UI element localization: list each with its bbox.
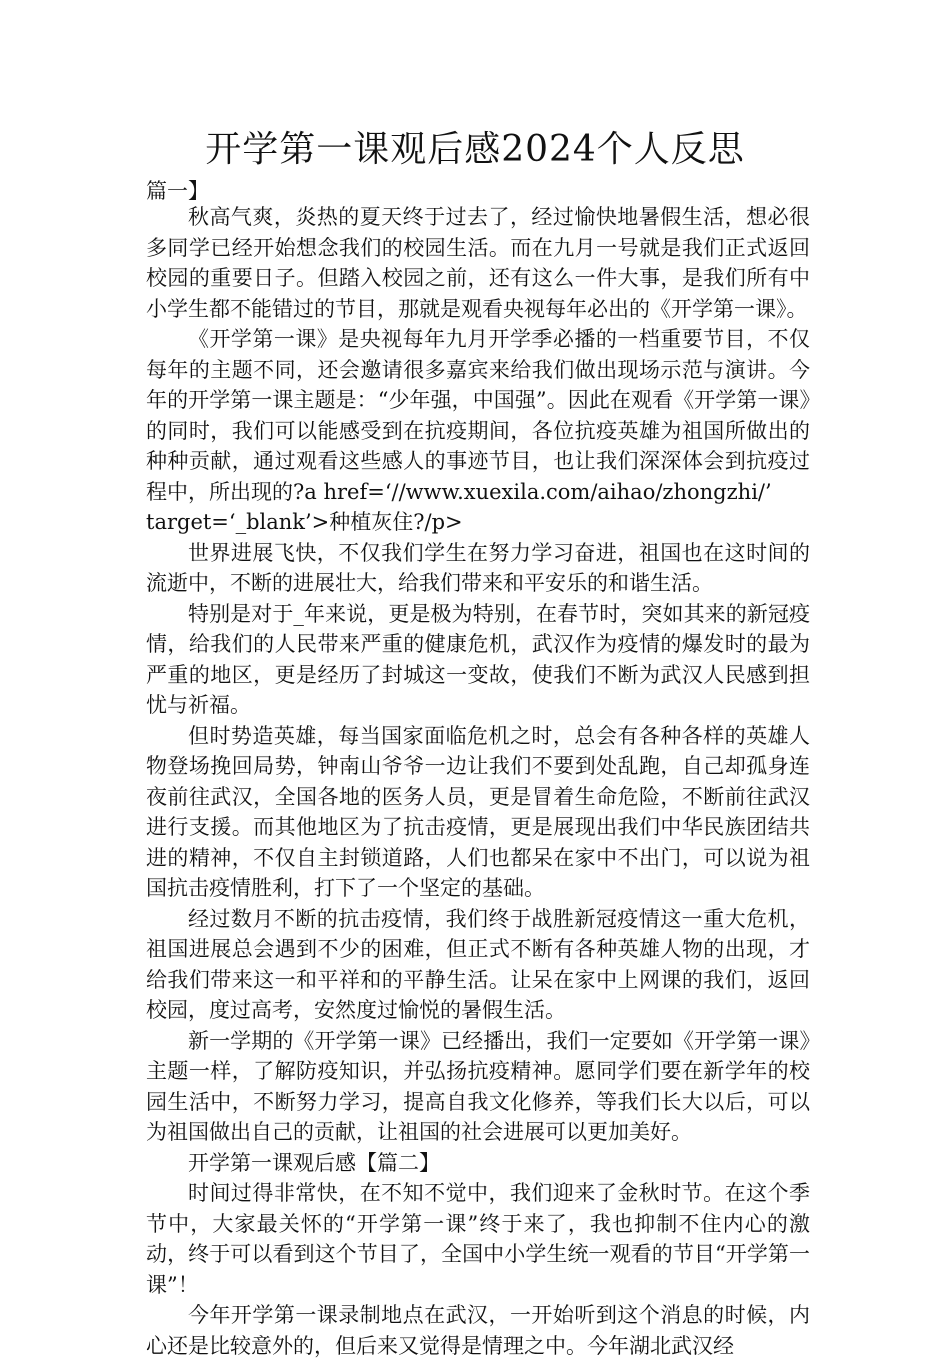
paragraph: 时间过得非常快，在不知不觉中，我们迎来了金秋时节。在这个季节中，大家最关怀的“开学第一课”终于来了，我也抑制不住内心的激动，终于可以看到这个节目了，全国中小学生统一观看的节目“开学第一课”！ bbox=[146, 1181, 810, 1297]
paragraph: 新一学期的《开学第一课》已经播出，我们一定要如《开学第一课》主题一样，了解防疫知识，并弘扬抗疫精神。愿同学们要在新学年的校园生活中，不断努力学习，提高自我文化修养，等我们长大以后，可以为祖国做出自己的贡献，让祖国的社会进展可以更加美好。 bbox=[146, 1028, 810, 1144]
paragraph: 特别是对于_年来说，更是极为特别，在春节时，突如其来的新冠疫情，给我们的人民带来严重的健康危机，武汉作为疫情的爆发时的最为严重的地区，更是经历了封城这一变故，使我们不断为武汉人民感到担忧与祈福。 bbox=[146, 601, 810, 717]
section-heading: 开学第一课观后感【篇二】 bbox=[188, 1150, 440, 1175]
section-label: 篇一】 bbox=[146, 179, 209, 203]
paragraph: 世界进展飞快，不仅我们学生在努力学习奋进，祖国也在这时间的流逝中，不断的进展壮大，给我们带来和平安乐的和谐生活。 bbox=[146, 540, 810, 595]
paragraph: 秋高气爽，炎热的夏天终于过去了，经过愉快地暑假生活，想必很多同学已经开始想念我们的校园生活。而在九月一号就是我们正式返回校园的重要日子。但踏入校园之前，还有这么一件大事，是我们所有中小学生都不能错过的节目，那就是观看央视每年必出的《开学第一课》。 bbox=[146, 205, 810, 321]
paragraph: 《开学第一课》是央视每年九月开学季必播的一档重要节目，不仅每年的主题不同，还会邀请很多嘉宾来给我们做出现场示范与演讲。今年的开学第一课主题是：“少年强，中国强”。因此在观看《开学第一课》的同时，我们可以能感受到在抗疫期间，各位抗疫英雄为祖国所做出的种种贡献，通过观看这些感人的事迹节目，也让我们深深体会到抗疫过程中，所出现的?a href=‘//www.xuexila.com/aihao/zhongzhi/’ bbox=[146, 327, 810, 504]
paragraph: 但时势造英雄，每当国家面临危机之时，总会有各种各样的英雄人物登场挽回局势，钟南山爷爷一边让我们不要到处乱跑，自己却孤身连夜前往武汉，全国各地的医务人员，更是冒着生命危险，不断前往武汉进行支援。而其他地区为了抗击疫情，更是展现出我们中华民族团结共进的精神，不仅自主封锁道路，人们也都呆在家中不出门，可以说为祖国抗击疫情胜利，打下了一个坚定的基础。 bbox=[146, 723, 810, 900]
document-body bbox=[146, 202, 810, 1361]
paragraph-continuation: target=‘_blank’>种植灰住?/p> bbox=[146, 510, 463, 534]
paragraph: 经过数月不断的抗击疫情，我们终于战胜新冠疫情这一重大危机，祖国进展总会遇到不少的困难，但正式不断有各种英雄人物的出现，才给我们带来这一和平祥和的平静生活。让呆在家中上网课的我们，返回校园，度过高考，安然度过愉悦的暑假生活。 bbox=[146, 906, 810, 1022]
document-title: 开学第一课观后感2024个人反思 bbox=[205, 129, 745, 170]
paragraph: 今年开学第一课录制地点在武汉，一开始听到这个消息的时候，内心还是比较意外的，但后来又觉得是情理之中。今年湖北武汉经 bbox=[146, 1303, 810, 1358]
